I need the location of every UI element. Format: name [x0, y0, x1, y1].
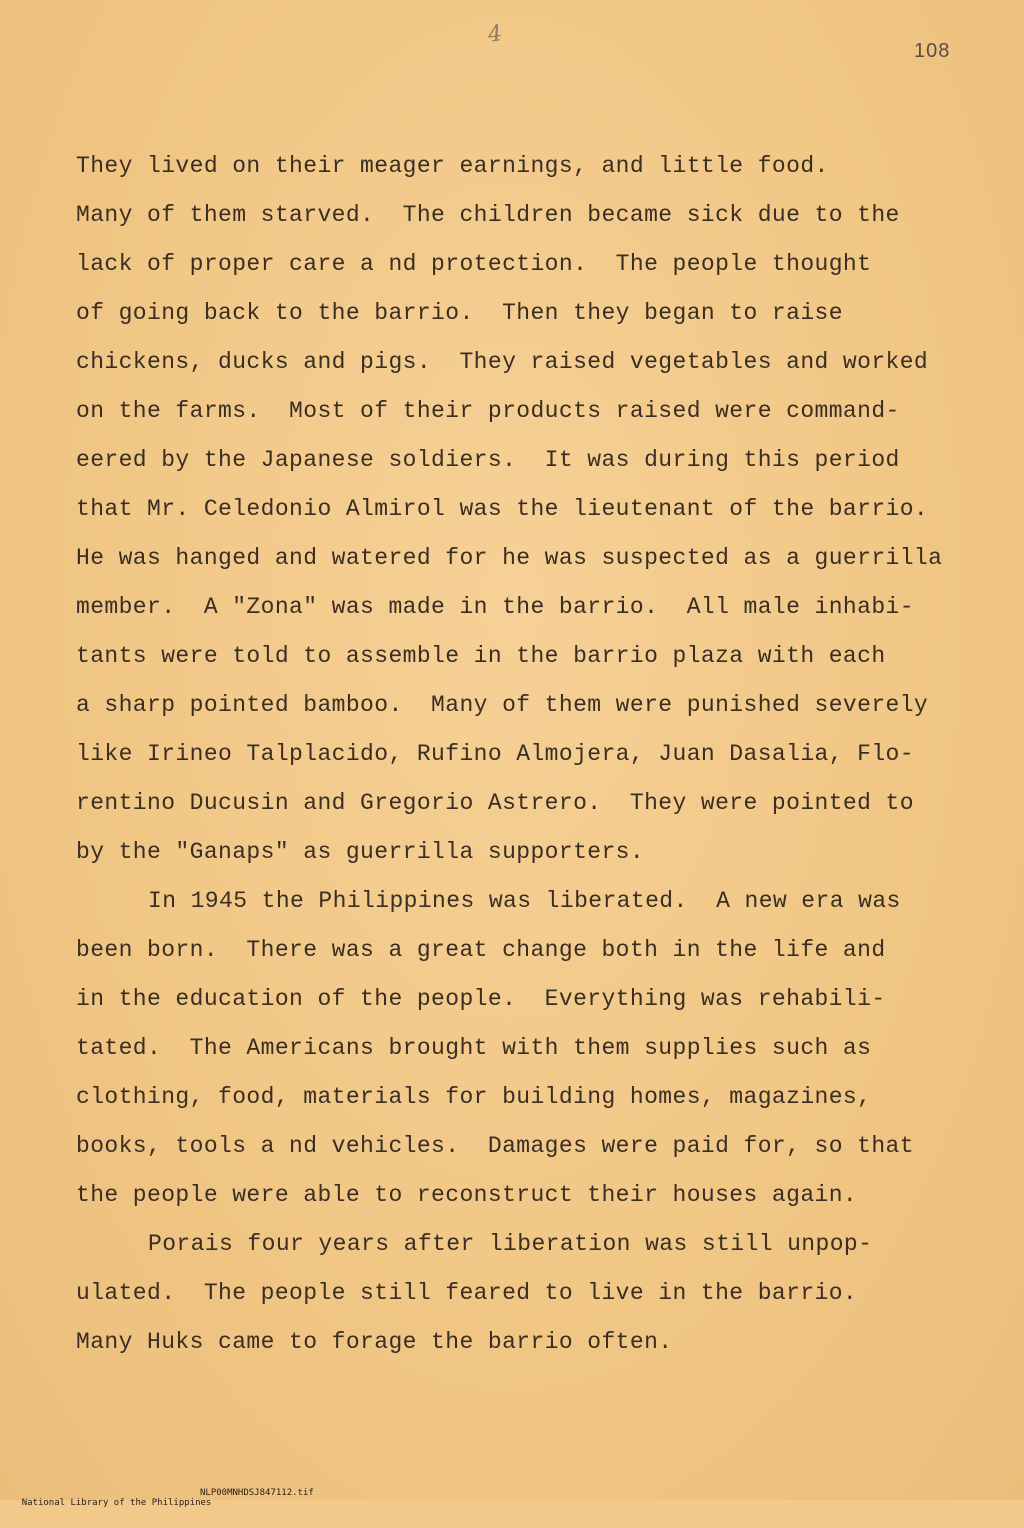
text-line: ulated. The people still feared to live in the barrio.	[76, 1280, 858, 1306]
text-line: of going back to the barrio. Then they began to raise	[76, 300, 843, 326]
text-line: books, tools a nd vehicles. Damages were paid for, so that	[76, 1133, 914, 1159]
text-line: lack of proper care a nd protection. The people thought	[76, 251, 872, 277]
scan-footer	[0, 1488, 314, 1528]
scan-filename: NLP00MNHDSJ847112.tif	[200, 1488, 314, 1498]
text-line: member. A "Zona" was made in the barrio. All male inhabi-	[76, 594, 914, 620]
text-line: Many of them starved. The children became sick due to the	[76, 202, 900, 228]
pencil-annotation: 4	[486, 21, 504, 48]
text-line: tants were told to assemble in the barrio plaza with each	[76, 643, 886, 669]
text-line: tated. The Americans brought with them supplies such as	[76, 1035, 872, 1061]
text-line: on the farms. Most of their products raised were command-	[76, 398, 900, 424]
text-line: been born. There was a great change both in the life and	[76, 937, 886, 963]
text-line: a sharp pointed bamboo. Many of them were punished severely	[76, 692, 929, 718]
paragraph-start-line: In 1945 the Philippines was liberated. A new era was	[148, 888, 901, 914]
text-line: rentino Ducusin and Gregorio Astrero. They were pointed to	[76, 790, 914, 816]
text-line: eered by the Japanese soldiers. It was during this period	[76, 447, 900, 473]
paragraph-start-line: Porais four years after liberation was still unpop-	[148, 1231, 873, 1257]
text-line: like Irineo Talplacido, Rufino Almojera, Juan Dasalia, Flo-	[76, 741, 914, 767]
text-line: He was hanged and watered for he was suspected as a guerrilla	[76, 545, 943, 571]
text-line: by the "Ganaps" as guerrilla supporters.	[76, 839, 645, 865]
text-line: Many Huks came to forage the barrio often.	[76, 1329, 673, 1355]
text-line: in the education of the people. Everything was rehabili-	[76, 986, 886, 1012]
text-line: chickens, ducks and pigs. They raised vegetables and worked	[76, 349, 929, 375]
typed-body-text	[76, 142, 976, 1367]
text-line: They lived on their meager earnings, and little food.	[76, 153, 829, 179]
text-line: clothing, food, materials for building homes, magazines,	[76, 1084, 872, 1110]
text-line: the people were able to reconstruct their houses again.	[76, 1182, 858, 1208]
page-number: 108	[914, 40, 951, 62]
text-line: that Mr. Celedonio Almirol was the lieutenant of the barrio.	[76, 496, 929, 522]
library-credit: National Library of the Philippines	[21, 1498, 212, 1508]
